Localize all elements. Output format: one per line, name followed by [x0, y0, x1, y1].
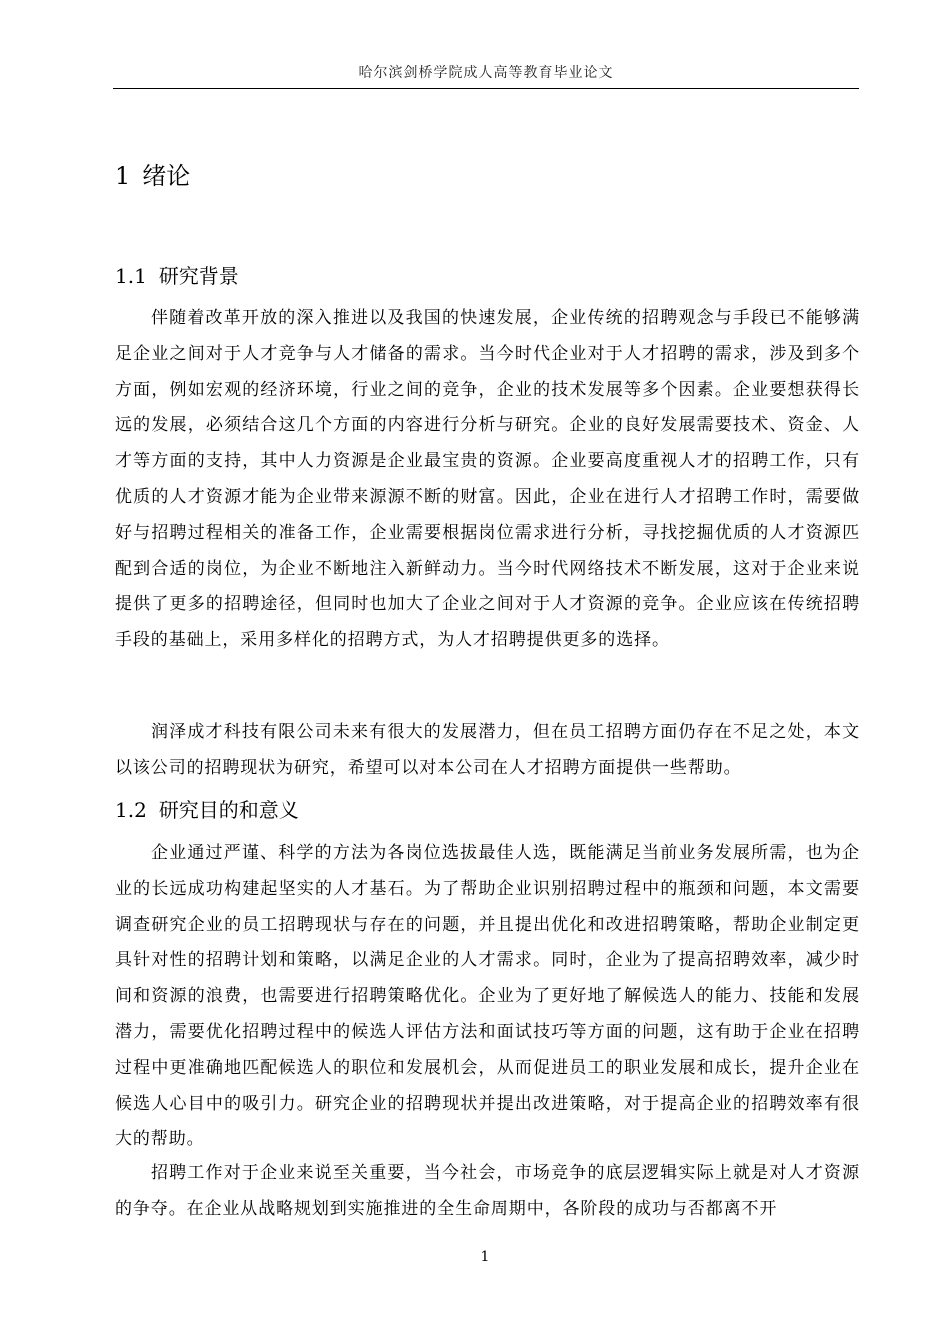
chapter-number: 1 — [115, 162, 131, 190]
section-title-1-2 — [115, 795, 299, 825]
section-title-text: 研究背景 — [158, 264, 239, 288]
section-title-text: 研究目的和意义 — [158, 798, 299, 822]
section-title-1-1 — [115, 261, 239, 291]
header-title: 哈尔滨剑桥学院成人高等教育毕业论文 — [358, 65, 614, 81]
header-divider — [113, 88, 859, 89]
section-number: 1.1 — [115, 264, 147, 288]
chapter-title — [115, 158, 190, 194]
body-paragraph: 伴随着改革开放的深入推进以及我国的快速发展，企业传统的招聘观念与手段已不能够满足企业之间对于人才竞争与人才储备的需求。当今时代企业对于人才招聘的需求，涉及到多个方面，例如宏观的经济环境，行业之间的竞争，企业的技术发展等多个因素。企业要想获得长远的发展，必须结合这几个方面的内容进行分析与研究。企业的良好发展需要技术、资金、人才等方面的支持，其中人力资源是企业最宝贵的资源。企业要高度重视人才的招聘工作，只有优质的人才资源才能为企业带来源源不断的财富。因此，企业在进行人才招聘工作时，需要做好与招聘过程相关的准备工作，企业需要根据岗位需求进行分析，寻找挖掘优质的人才资源匹配到合适的岗位，为企业不断地注入新鲜动力。当今时代网络技术不断发展，这对于企业来说提供了更多的招聘途径，但同时也加大了企业之间对于人才资源的竞争。企业应该在传统招聘手段的基础上，采用多样化的招聘方式，为人才招聘提供更多的选择。 — [115, 308, 860, 651]
body-paragraph: 企业通过严谨、科学的方法为各岗位选拔最佳人选，既能满足当前业务发展所需，也为企业的长远成功构建起坚实的人才基石。为了帮助企业识别招聘过程中的瓶颈和问题，本文需要调查研究企业的员工招聘现状与存在的问题，并且提出优化和改进招聘策略，帮助企业制定更具针对性的招聘计划和策略，以满足企业的人才需求。同时，企业为了提高招聘效率，减少时间和资源的浪费，也需要进行招聘策略优化。企业为了更好地了解候选人的能力、技能和发展潜力，需要优化招聘过程中的候选人评估方法和面试技巧等方面的问题，这有助于企业在招聘过程中更准确地匹配候选人的职位和发展机会，从而促进员工的职业发展和成长，提升企业在候选人心目中的吸引力。研究企业的招聘现状并提出改进策略，对于提高企业的招聘效率有很大的帮助。 — [115, 843, 860, 1150]
chapter-title-text: 绪论 — [142, 162, 191, 190]
section-number: 1.2 — [115, 798, 147, 822]
body-paragraph: 招聘工作对于企业来说至关重要，当今社会，市场竞争的底层逻辑实际上就是对人才资源的争夺。在企业从战略规划到实施推进的全生命周期中，各阶段的成功与否都离不开 — [115, 1163, 860, 1219]
body-paragraph: 润泽成才科技有限公司未来有很大的发展潜力，但在员工招聘方面仍存在不足之处，本文以该公司的招聘现状为研究，希望可以对本公司在人才招聘方面提供一些帮助。 — [115, 722, 860, 778]
page-number: 1 — [480, 1249, 490, 1265]
